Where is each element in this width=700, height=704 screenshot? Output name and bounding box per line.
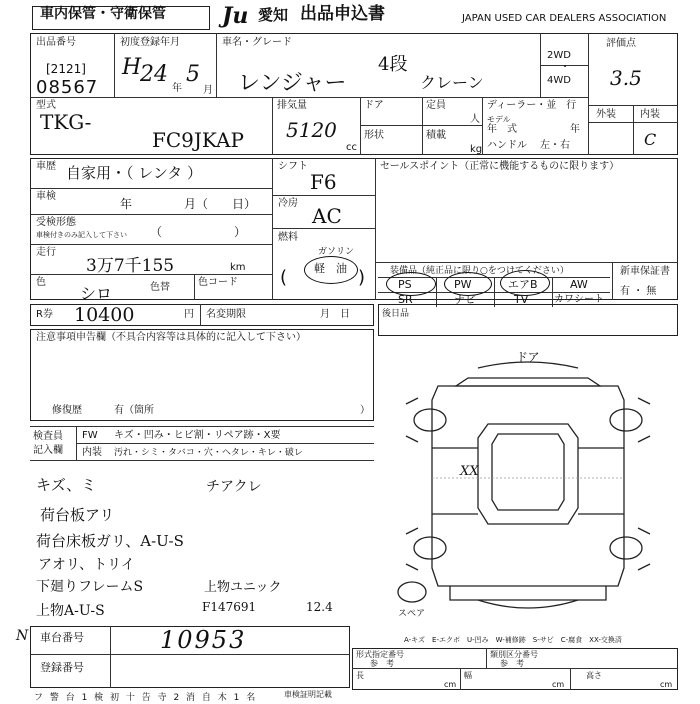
model-spec-ref: 参 考 — [370, 659, 394, 668]
drive-2wd: 2WD — [547, 50, 571, 61]
top-frame — [30, 33, 678, 155]
margin-mark: N — [16, 628, 29, 644]
color-label: 色 — [36, 277, 46, 288]
aircon-label: 冷房 — [278, 198, 298, 209]
model-label: 型式 — [36, 100, 56, 111]
inspection-year: 年 — [120, 197, 133, 211]
r-ticket-value: 10400 — [74, 304, 135, 326]
displacement-label: 排気量 — [277, 100, 307, 111]
form-title: 出品申込書 — [300, 4, 385, 24]
notes-label: 注意事項申告欄（不具合内容等は具体的に記入して下さい） — [36, 332, 306, 343]
ju-logo: Ju — [222, 3, 249, 29]
fuel-label: 燃料 — [278, 232, 298, 243]
fuel-paren: ( — [280, 267, 288, 288]
hand-note-1: キズ、ミ — [36, 476, 97, 494]
inspector-row2: 汚れ・シミ・タバコ・穴・ヘタレ・キレ・破レ — [114, 448, 303, 458]
inspector-label-1: 検査員 — [33, 431, 63, 442]
color-value: シロ — [80, 284, 113, 303]
lot-number: 08567 — [36, 77, 99, 98]
width-unit: cm — [552, 680, 565, 689]
model-value-1: TKG- — [40, 110, 92, 134]
equipment-aw: AW — [570, 278, 588, 291]
shape-label: 形状 — [364, 130, 384, 141]
capacity-unit: 人 — [470, 114, 480, 125]
model-spec-label: 形式指定番号 — [356, 650, 404, 659]
dealer-model-year-1: モデル — [487, 115, 511, 124]
equipment-sr: SR — [398, 293, 413, 306]
right-note-4: 12.4 — [306, 600, 333, 614]
inspector-row1: キズ・凹み・ヒビ割・リペア跡・X要 — [114, 430, 281, 441]
color-change-label: 色替 — [150, 282, 170, 293]
repair-value: 有（箇所 — [114, 405, 154, 416]
length-unit: cm — [444, 680, 457, 689]
lot-label: 出品番号 — [36, 37, 76, 48]
height-unit: cm — [660, 680, 673, 689]
interior-value: C — [644, 130, 657, 149]
hand-note-6: 上物A-U-S — [36, 603, 105, 619]
warranty-value: 有 ・ 無 — [620, 286, 657, 297]
sales-point-label: セールスポイント（正常に機能するものに限ります） — [380, 161, 620, 172]
mileage-value: 3万7千155 — [86, 256, 175, 276]
class-num-label: 類別区分番号 — [490, 650, 538, 659]
header-brand: 愛知 — [258, 6, 289, 24]
after-fit-label: 後日品 — [382, 309, 410, 319]
fuel-diesel: 軽 油 — [314, 262, 347, 275]
drive-dot: ・ — [560, 62, 570, 73]
registration-month-unit: 月 — [203, 85, 213, 96]
inspection-label: 車検 — [36, 191, 56, 202]
fuel-paren-close: ) — [358, 267, 366, 288]
car-grade-1: 4段 — [378, 54, 408, 75]
lot-sub: [2121] — [46, 62, 86, 76]
registration-month: 5 — [186, 62, 200, 87]
warranty-label: 新車保証書 — [620, 266, 670, 277]
r-ticket-label: R券 — [36, 309, 53, 320]
car-damage-diagram — [378, 338, 678, 624]
form-label: 受検形態 — [36, 217, 76, 228]
right-note-1: チアクレ — [206, 479, 262, 495]
color-code-label: 色コード — [198, 277, 238, 288]
dealer-handle-value: 左・右 — [540, 140, 570, 151]
exterior-label: 外装 — [596, 109, 616, 120]
load-unit: kg — [470, 144, 483, 155]
equipment-pw: PW — [454, 278, 472, 291]
bottom-strip: フ 警 台 1 検 初 十 告 寺 2 消 自 木 1 名 — [34, 693, 258, 703]
hand-note-5: 下廻りフレームS — [36, 579, 144, 595]
displacement-unit: cc — [346, 142, 357, 153]
car-name-label: 車名・グレード — [222, 37, 292, 48]
repair-close: ） — [360, 405, 370, 416]
equipment-navi: ナビ — [454, 293, 476, 306]
hand-note-3: 荷台床板ガリ、A-U-S — [36, 532, 184, 550]
equipment-airbag: エアB — [508, 278, 538, 291]
circle-ps — [386, 272, 436, 296]
door-label: ドア — [364, 100, 384, 111]
diagram-mark: XX — [460, 464, 479, 479]
width-label: 幅 — [464, 671, 472, 680]
transfer-unit: 月 日 — [320, 309, 350, 320]
circle-airbag — [500, 270, 550, 296]
registration-era: H — [122, 55, 142, 80]
after-fit-frame — [378, 304, 678, 336]
registration-number-label: 登録番号 — [40, 661, 84, 674]
displacement-value: 5120 — [286, 118, 337, 142]
hand-note-2: 荷台板アリ — [40, 506, 115, 524]
equipment-leather: カワシート — [554, 294, 604, 305]
inspection-month: 月（ 日） — [184, 197, 257, 211]
inspector-row2-head: 内装 — [82, 447, 102, 458]
interior-label: 内装 — [640, 109, 660, 120]
dealer-year-unit: 年 — [570, 124, 580, 135]
damage-legend: A-キズ E-エクボ U-凹み W-補修跡 S-サビ C-腐食 XX-交換済 — [404, 636, 622, 644]
chassis-value: 10953 — [160, 626, 247, 654]
cert-label: 車検証明記載 — [284, 690, 332, 699]
car-name-value: レンジャー — [238, 71, 347, 96]
model-value-2: FC9JKAP — [152, 128, 244, 152]
header-left-title: 車内保管・守衛保管 — [40, 6, 166, 22]
load-label: 積載 — [426, 130, 446, 141]
mileage-unit: km — [230, 262, 246, 273]
shift-label: シフト — [278, 161, 308, 172]
dealer-model-year-2: 年 式 — [487, 124, 517, 135]
diagram-top-label: ドア — [516, 350, 540, 364]
dealer-parallel: ディーラー・並 行 — [487, 100, 577, 111]
class-num-ref: 参 考 — [500, 659, 524, 668]
grade-label: 評価点 — [606, 38, 636, 49]
repair-label: 修復歴 — [52, 405, 82, 416]
equipment-ps: PS — [398, 278, 412, 291]
length-label: 長 — [356, 671, 364, 680]
car-grade-2: クレーン — [420, 73, 484, 92]
inspector-row1-head: FW — [82, 430, 98, 441]
circle-pw — [444, 272, 492, 296]
association-name: JAPAN USED CAR DEALERS ASSOCIATION — [462, 13, 667, 24]
r-ticket-unit: 円 — [184, 309, 194, 320]
form-paren: （ ） — [150, 225, 247, 239]
inspector-label-2: 記入欄 — [33, 445, 63, 456]
transfer-label: 名変期限 — [206, 309, 246, 320]
dealer-handle: ハンドル — [487, 140, 527, 151]
height-label: 高さ — [586, 671, 602, 680]
registration-label: 初度登録年月 — [120, 37, 180, 48]
grade-score: 3.5 — [610, 66, 642, 90]
right-note-2: 上物ユニック — [204, 580, 282, 595]
form-note: 車検付きのみ記入して下さい — [36, 231, 127, 239]
drive-4wd: 4WD — [547, 75, 571, 86]
right-note-3: F147691 — [202, 600, 257, 614]
equipment-tv: TV — [514, 293, 529, 306]
history-label: 車歴 — [36, 161, 56, 172]
shift-value: F6 — [310, 170, 337, 194]
spare-label: スペア — [398, 609, 426, 619]
registration-year-unit: 年 — [172, 83, 182, 94]
capacity-label: 定員 — [426, 100, 446, 111]
chassis-label: 車台番号 — [40, 631, 84, 644]
fuel-gas: ガソリン — [318, 247, 355, 257]
aircon-value: AC — [312, 204, 342, 228]
history-value: 自家用・（ レンタ ） — [66, 164, 203, 182]
mileage-label: 走行 — [36, 247, 56, 258]
equipment-label: 装備品（純正品に限り○をつけてください） — [390, 266, 569, 276]
hand-note-4: アオリ、トリイ — [38, 557, 135, 573]
registration-year: 24 — [140, 62, 168, 87]
